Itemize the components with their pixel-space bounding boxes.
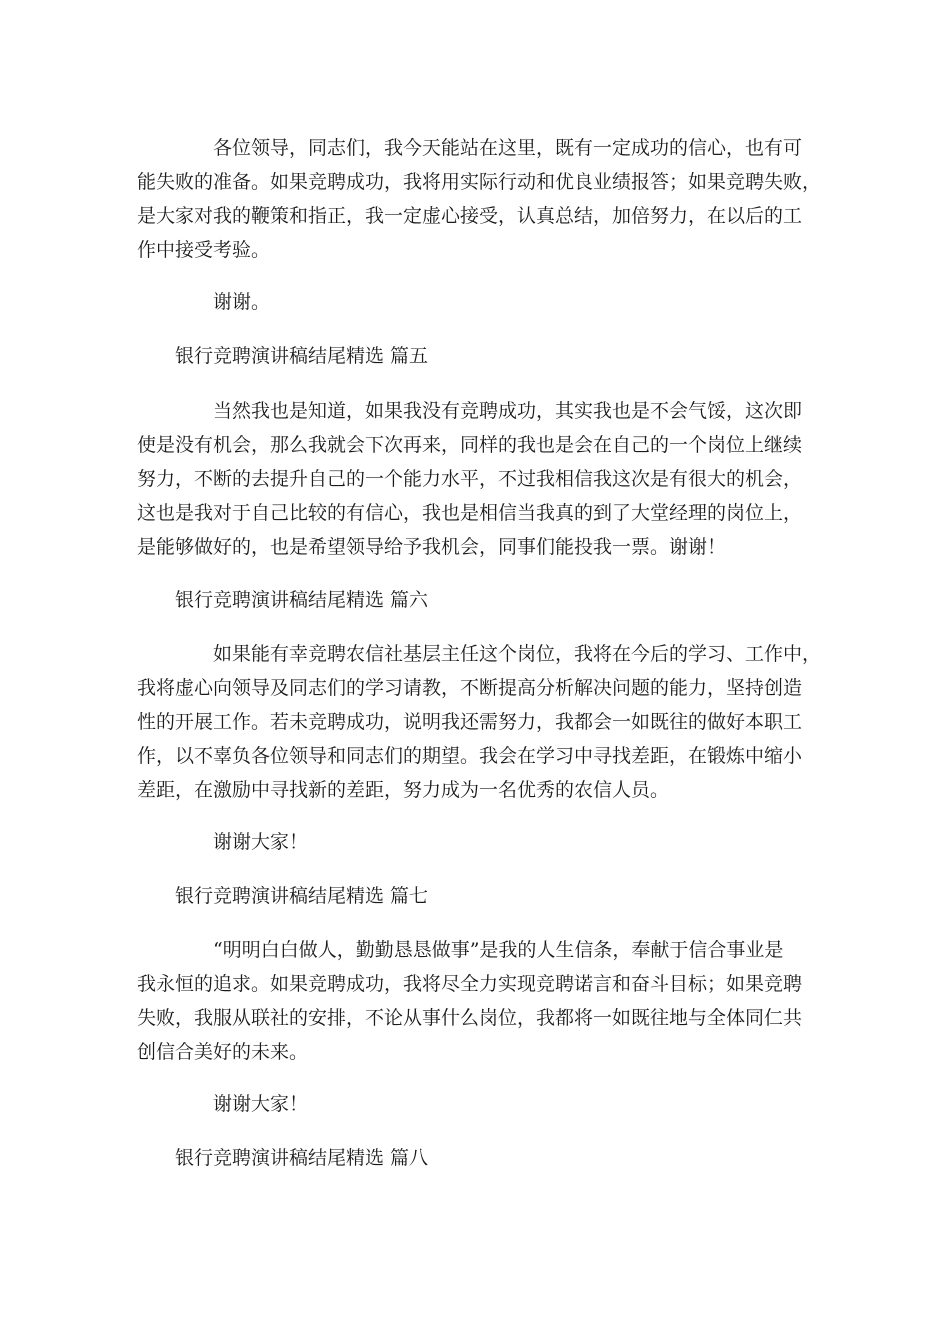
text-line: 作中接受考验。 (137, 239, 271, 261)
section-heading: 银行竞聘演讲稿结尾精选 篇七 (175, 885, 429, 907)
paragraph-1 (137, 131, 827, 267)
text-line: 创信合美好的未来。 (137, 1041, 309, 1063)
text-line: 是大家对我的鞭策和指正，我一定虚心接受，认真总结，加倍努力，在以后的工 (137, 205, 803, 227)
paragraph-4 (137, 933, 827, 1069)
text-line: 是能够做好的，也是希望领导给予我机会，同事们能投我一票。谢谢！ (137, 536, 727, 558)
closing-thanks: 谢谢大家！ (213, 831, 309, 853)
text-line: 性的开展工作。若未竞聘成功，说明我还需努力，我都会一如既往的做好本职工 (137, 711, 803, 733)
text-line: “明明白白做人，勤勤恳恳做事”是我的人生信条，奉献于信合事业是 (213, 939, 784, 961)
text-line: 能失败的准备。如果竞聘成功，我将用实际行动和优良业绩报答；如果竞聘失败， (137, 171, 822, 193)
section-heading: 银行竞聘演讲稿结尾精选 篇五 (175, 345, 429, 367)
closing-thanks: 谢谢大家！ (213, 1093, 309, 1115)
section-heading: 银行竞聘演讲稿结尾精选 篇八 (175, 1147, 429, 1169)
text-line: 如果能有幸竞聘农信社基层主任这个岗位，我将在今后的学习、工作中， (213, 643, 822, 665)
closing-thanks: 谢谢。 (213, 291, 271, 313)
paragraph-2 (137, 394, 827, 564)
text-line: 我将虚心向领导及同志们的学习请教，不断提高分析解决问题的能力，坚持创造 (137, 677, 803, 699)
text-line: 这也是我对于自己比较的有信心，我也是相信当我真的到了大堂经理的岗位上， (137, 502, 803, 524)
text-line: 我永恒的追求。如果竞聘成功，我将尽全力实现竞聘诺言和奋斗目标；如果竞聘 (137, 973, 803, 995)
text-line: 失败，我服从联社的安排，不论从事什么岗位，我都将一如既往地与全体同仁共 (137, 1007, 803, 1029)
section-heading: 银行竞聘演讲稿结尾精选 篇六 (175, 589, 429, 611)
paragraph-3 (137, 637, 827, 807)
text-line: 各位领导，同志们，我今天能站在这里，既有一定成功的信心，也有可 (213, 137, 803, 159)
text-line: 努力，不断的去提升自己的一个能力水平，不过我相信我这次是有很大的机会， (137, 468, 803, 490)
text-line: 作，以不辜负各位领导和同志们的期望。我会在学习中寻找差距，在锻炼中缩小 (137, 745, 803, 767)
text-line: 当然我也是知道，如果我没有竞聘成功，其实我也是不会气馁，这次即 (213, 400, 803, 422)
text-line: 差距，在激励中寻找新的差距，努力成为一名优秀的农信人员。 (137, 779, 670, 801)
text-line: 使是没有机会，那么我就会下次再来，同样的我也是会在自己的一个岗位上继续 (137, 434, 803, 456)
